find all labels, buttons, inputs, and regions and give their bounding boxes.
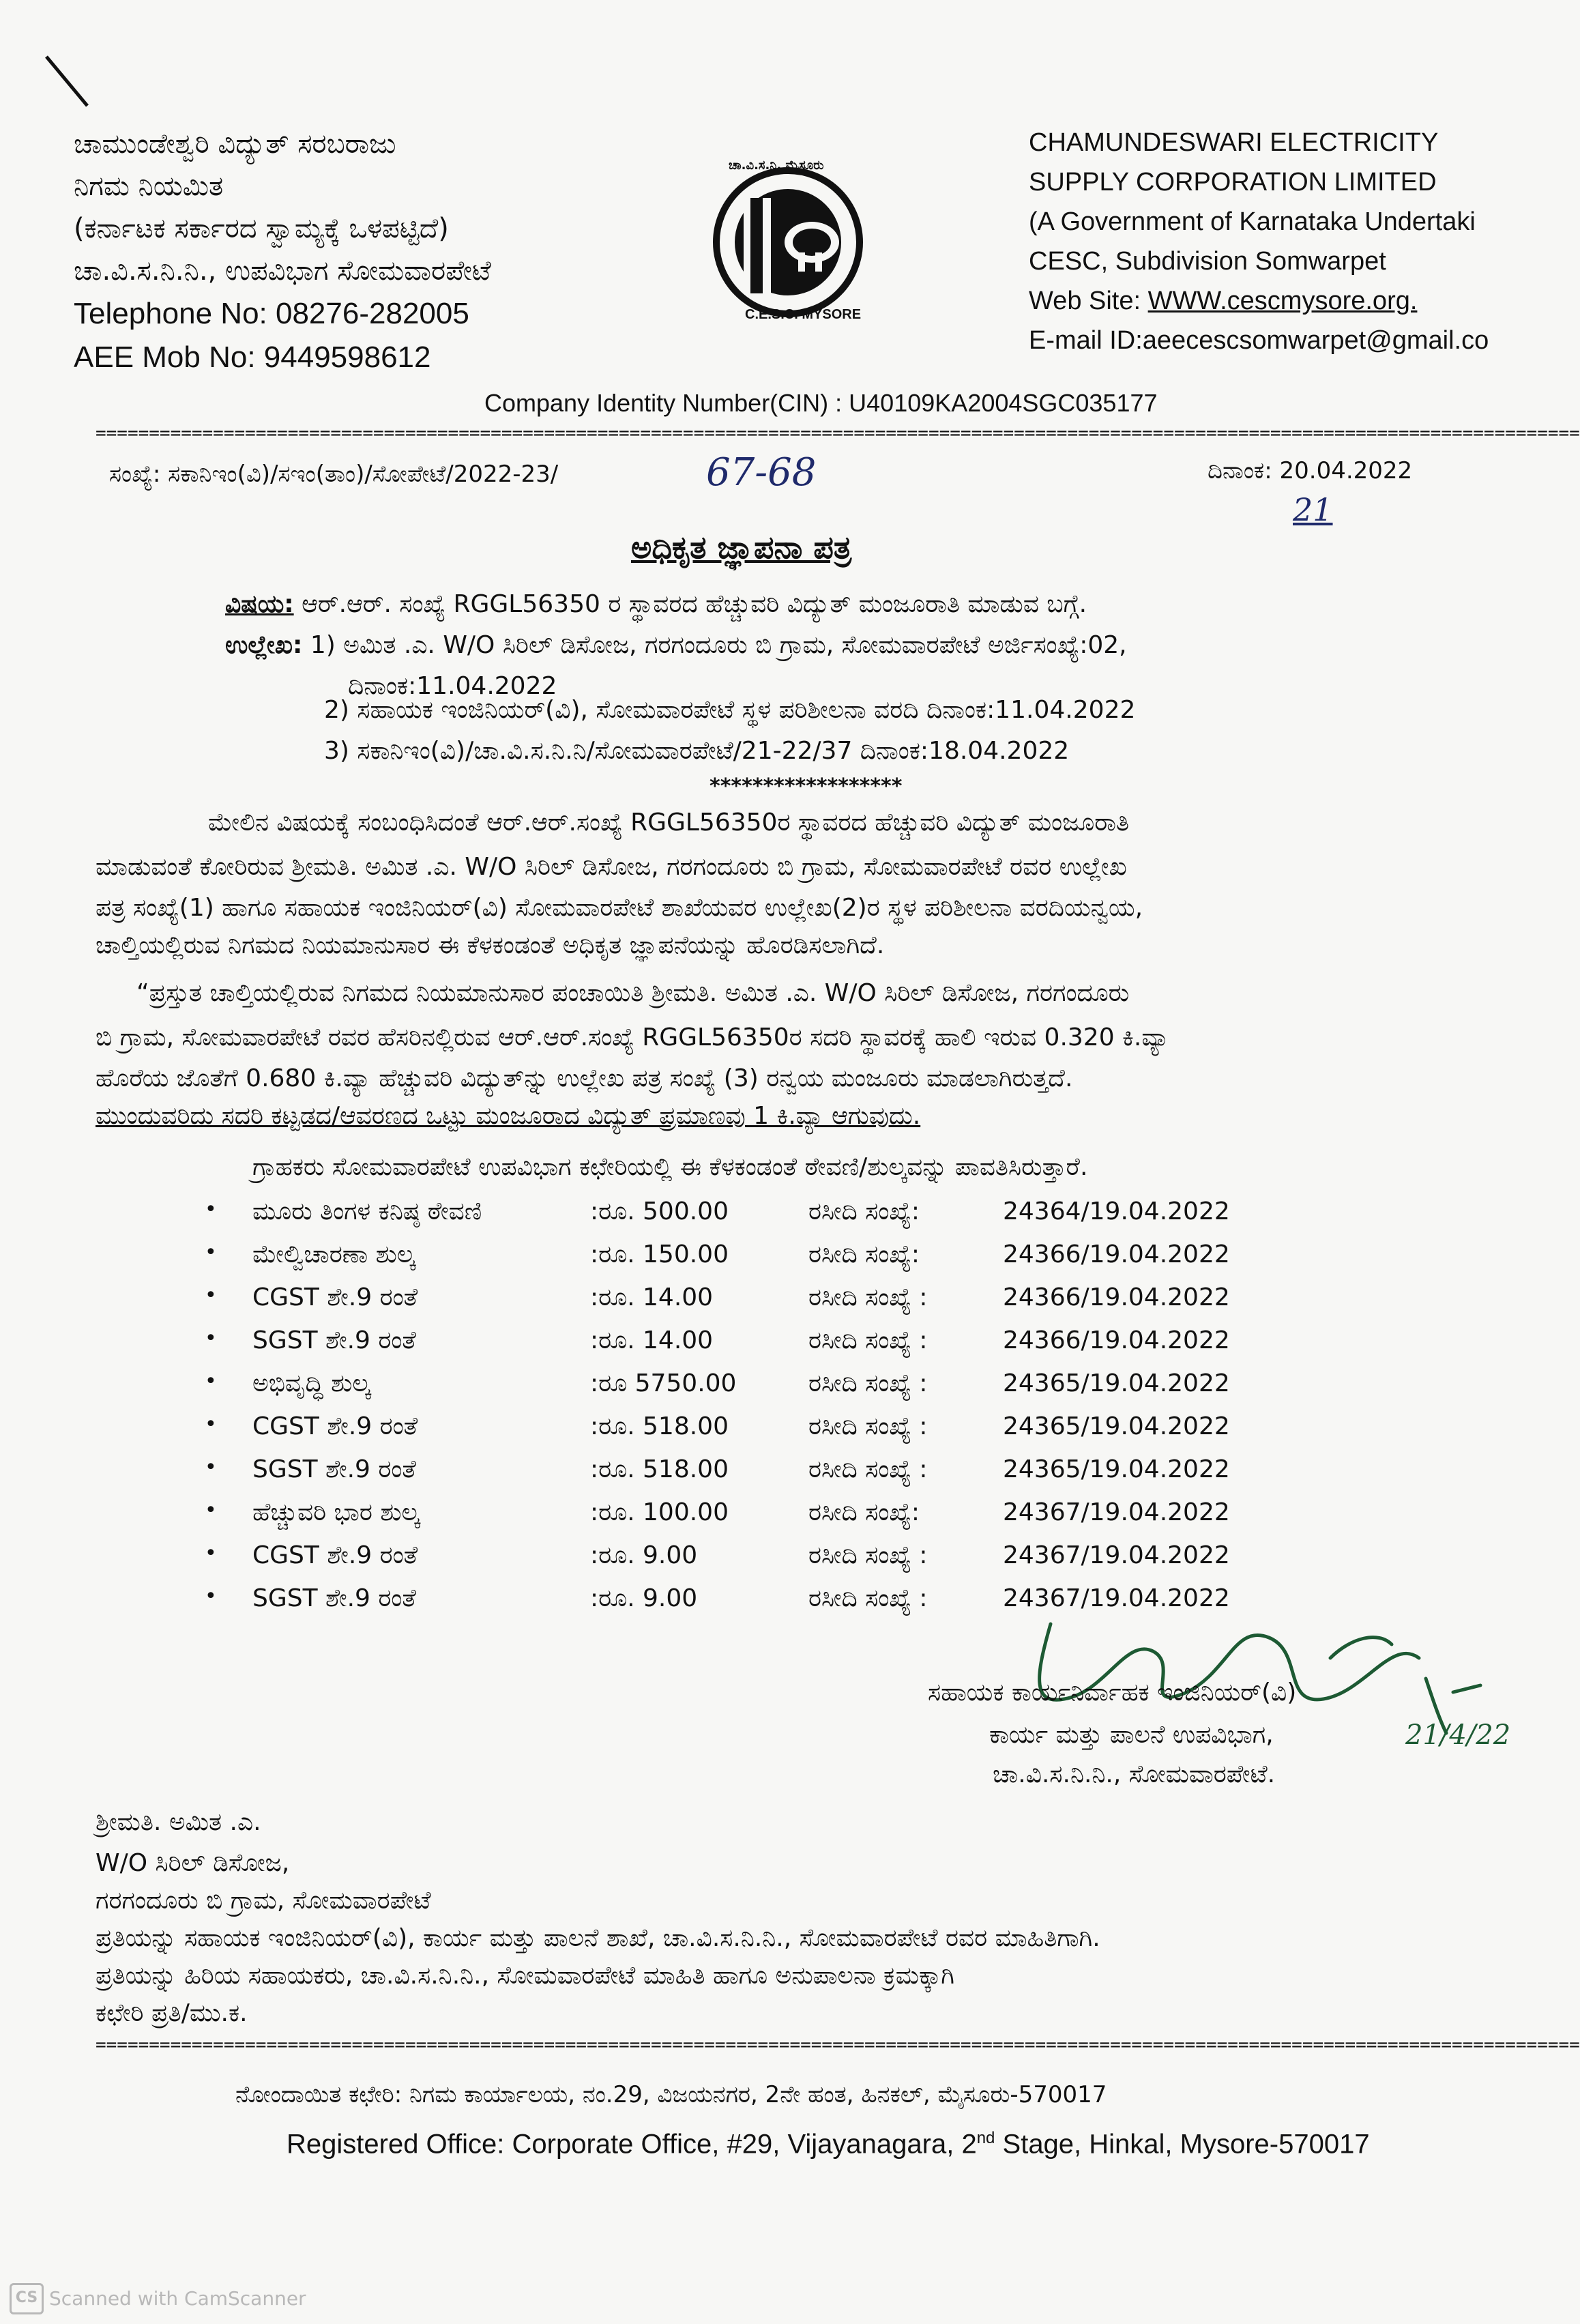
kn-subdivision: ಚಾ.ವಿ.ಸ.ನಿ.ನಿ., ಉಪವಿಭಾಗ ಸೋಮವಾರಪೇಟೆ bbox=[74, 255, 491, 287]
para2-line-4: ಮುಂದುವರಿದು ಸದರಿ ಕಟ್ಟಡದ/ಆವರಣದ ಒಟ್ಟು ಮಂಜೂರಾದ ವಿದ್ಯುತ್ ಪ್ರಮಾಣವು 1 ಕಿ.ವ್ಯಾ ಆಗುವುದು. bbox=[96, 1102, 921, 1130]
kn-company-name-2: ನಿಗಮ ನಿಯಮಿತ bbox=[74, 171, 224, 202]
bullet: • bbox=[205, 1326, 217, 1350]
signatory-line-3: ಚಾ.ವಿ.ಸ.ನಿ.ನಿ., ಸೋಮವಾರಪೇಟೆ. bbox=[993, 1760, 1276, 1788]
para1-line-2: ಮಾಡುವಂತೆ ಕೋರಿರುವ ಶ್ರೀಮತಿ. ಅಮಿತ .ಎ. W/O ಸಿರಿಲ್ ಡಿಸೋಜ, ಗರಗಂದೂರು ಬಿ ಗ್ರಾಮ, ಸೋಮವಾರಪೇಟೆ ರವರ ಉಲ್ಲೇಖ bbox=[96, 853, 1127, 881]
receipt-number: 24365/19.04.2022 bbox=[1003, 1412, 1230, 1440]
reference-3: 3) ಸಕಾನಿಇಂ(ವಿ)/ಚಾ.ವಿ.ಸ.ನಿ.ನಿ/ಸೋಮವಾರಪೇಟೆ/21-22/37 ದಿನಾಂಕ:18.04.2022 bbox=[324, 737, 1070, 765]
para1-line-1: ಮೇಲಿನ ವಿಷಯಕ್ಕೆ ಸಂಬಂಧಿಸಿದಂತೆ ಆರ್.ಆರ್.ಸಂಖ್ಯೆ RGGL56350ರ ಸ್ಥಾವರದ ಹೆಚ್ಚುವರಿ ವಿದ್ಯುತ್ ಮಂಜೂರಾತಿ bbox=[208, 809, 1130, 837]
fee-amount: :ರೂ. 500.00 bbox=[590, 1197, 729, 1225]
kn-company-name-1: ಚಾಮುಂಡೇಶ್ವರಿ ವಿದ್ಯುತ್ ಸರಬರಾಜು bbox=[74, 128, 396, 160]
copy-line-3: ಕಛೇರಿ ಪ್ರತಿ/ಮು.ಕ. bbox=[96, 1999, 248, 2027]
receipt-label: ರಸೀದಿ ಸಂಖ್ಯೆ: bbox=[808, 1498, 920, 1526]
letter-date: ದಿನಾಂಕ: 20.04.2022 bbox=[1208, 457, 1413, 484]
subject-text: ಆರ್.ಆರ್. ಸಂಖ್ಯೆ RGGL56350 ರ ಸ್ಥಾವರದ ಹೆಚ್ಚುವರಿ ವಿದ್ಯುತ್ ಮಂಜೂರಾತಿ ಮಾಡುವ ಬಗ್ಗೆ. bbox=[293, 590, 1087, 618]
reference-2: 2) ಸಹಾಯಕ ಇಂಜಿನಿಯರ್(ವಿ), ಸೋಮವಾರಪೇಟೆ ಸ್ಥಳ ಪರಿಶೀಲನಾ ವರದಿ ದಿನಾಂಕ:11.04.2022 bbox=[324, 696, 1136, 724]
ref-number-label: ಸಂಖ್ಯೆ: ಸಕಾನಿಇಂ(ವಿ)/ಸಇಂ(ತಾಂ)/ಸೋಪೇಟೆ/2022-23/ bbox=[109, 461, 559, 488]
scan-pen-mark bbox=[41, 51, 96, 113]
para2-line-1: “ಪ್ರಸ್ತುತ ಚಾಲ್ತಿಯಲ್ಲಿರುವ ನಿಗಮದ ನಿಯಮಾನುಸಾರ ಪಂಚಾಯಿತಿ ಶ್ರೀಮತಿ. ಅಮಿತ .ಎ. W/O ಸಿರಿಲ್ ಡಿಸೋಜ, ಗರಗಂದೂರು bbox=[136, 979, 1130, 1007]
telephone-number: Telephone No: 08276-282005 bbox=[74, 297, 469, 330]
footer-separator: =========================================================================================================================================== bbox=[96, 2035, 1580, 2055]
fee-name: ಮೇಲ್ವಿಚಾರಣಾ ಶುಲ್ಕ bbox=[252, 1240, 415, 1268]
signature-date: 21/4/22 bbox=[1405, 1719, 1511, 1751]
fee-amount: :ರೂ 5750.00 bbox=[590, 1369, 737, 1397]
reference-1-date: ದಿನಾಂಕ:11.04.2022 bbox=[348, 672, 557, 700]
en-company-name-1: CHAMUNDESWARI ELECTRICITY bbox=[1029, 128, 1439, 157]
fee-name: SGST ಶೇ.9 ರಂತೆ bbox=[252, 1326, 416, 1354]
fee-name: ಹೆಚ್ಚುವರಿ ಭಾರ ಶುಲ್ಕ bbox=[252, 1498, 420, 1526]
en-govt-undertaking: (A Government of Karnataka Undertaki bbox=[1029, 207, 1476, 236]
header-separator: =========================================================================================================================================== bbox=[96, 423, 1580, 444]
website-label: Web Site: bbox=[1029, 287, 1148, 315]
page-title: ಅಧಿಕೃತ ಜ್ಞಾಪನಾ ಪತ್ರ bbox=[631, 529, 852, 566]
bullet: • bbox=[205, 1369, 217, 1393]
fee-amount: :ರೂ. 150.00 bbox=[590, 1240, 729, 1268]
subject-label: ವಿಷಯ: bbox=[225, 590, 294, 618]
payment-intro: ಗ್ರಾಹಕರು ಸೋಮವಾರಪೇಟೆ ಉಪವಿಭಾಗ ಕಛೇರಿಯಲ್ಲಿ ಈ ಕೆಳಕಂಡಂತೆ ಠೇವಣಿ/ಶುಲ್ಕವನ್ನು ಪಾವತಿಸಿರುತ್ತಾರೆ. bbox=[252, 1153, 1088, 1181]
aee-mobile-number: AEE Mob No: 9449598612 bbox=[74, 340, 431, 374]
footer-en-office-sup: nd bbox=[976, 2129, 995, 2147]
website-link[interactable]: WWW.cescmysore.org. bbox=[1147, 287, 1418, 315]
para1-line-3: ಪತ್ರ ಸಂಖ್ಯೆ(1) ಹಾಗೂ ಸಹಾಯಕ ಇಂಜಿನಿಯರ್(ವಿ) ಸೋಮವಾರಪೇಟೆ ಶಾಖೆಯವರ ಉಲ್ಲೇಖ(2)ರ ಸ್ಥಳ ಪರಿಶೀಲನಾ ವರದಿಯನ್ವಯ, bbox=[96, 894, 1143, 922]
fee-amount: :ರೂ. 14.00 bbox=[590, 1326, 714, 1354]
bullet: • bbox=[205, 1584, 217, 1608]
receipt-number: 24367/19.04.2022 bbox=[1003, 1541, 1230, 1569]
recipient-line-1: ಶ್ರೀಮತಿ. ಅಮಿತ .ಎ. bbox=[96, 1808, 261, 1836]
receipt-number: 24365/19.04.2022 bbox=[1003, 1369, 1230, 1397]
receipt-label: ರಸೀದಿ ಸಂಖ್ಯೆ : bbox=[808, 1369, 928, 1397]
para1-line-4: ಚಾಲ್ತಿಯಲ್ಲಿರುವ ನಿಗಮದ ನಿಯಮಾನುಸಾರ ಈ ಕೆಳಕಂಡಂತೆ ಅಧಿಕೃತ ಜ್ಞಾಪನೆಯನ್ನು ಹೊರಡಿಸಲಾಗಿದೆ. bbox=[96, 931, 885, 959]
bullet: • bbox=[205, 1455, 217, 1479]
header-right bbox=[1029, 123, 1506, 360]
website-line bbox=[1029, 281, 1506, 321]
copy-line-2: ಪ್ರತಿಯನ್ನು ಹಿರಿಯ ಸಹಾಯಕರು, ಚಾ.ವಿ.ಸ.ನಿ.ನಿ., ಸೋಮವಾರಪೇಟೆ ಮಾಹಿತಿ ಹಾಗೂ ಅನುಪಾಲನಾ ಕ್ರಮಕ್ಕಾಗಿ bbox=[96, 1962, 954, 1990]
fee-name: SGST ಶೇ.9 ರಂತೆ bbox=[252, 1584, 416, 1612]
receipt-label: ರಸೀದಿ ಸಂಖ್ಯೆ : bbox=[808, 1412, 928, 1440]
fee-name: SGST ಶೇ.9 ರಂತೆ bbox=[252, 1455, 416, 1483]
fee-name: CGST ಶೇ.9 ರಂತೆ bbox=[252, 1283, 418, 1311]
fee-name: ಅಭಿವೃದ್ಧಿ ಶುಲ್ಕ bbox=[252, 1369, 371, 1397]
recipient-line-3: ಗರಗಂದೂರು ಬಿ ಗ್ರಾಮ, ಸೋಮವಾರಪೇಟೆ bbox=[96, 1887, 431, 1915]
reference-1-text: 1) ಅಮಿತ .ಎ. W/O ಸಿರಿಲ್ ಡಿಸೋಜ, ಗರಗಂದೂರು ಬಿ ಗ್ರಾಮ, ಸೋಮವಾರಪೇಟೆ ಅರ್ಜಿಸಂಖ್ಯೆ:02, bbox=[302, 631, 1127, 659]
receipt-number: 24364/19.04.2022 bbox=[1003, 1197, 1230, 1225]
fee-amount: :ರೂ. 518.00 bbox=[590, 1412, 729, 1440]
fee-amount: :ರೂ. 14.00 bbox=[590, 1283, 714, 1311]
signatory-line-1: ಸಹಾಯಕ ಕಾರ್ಯನಿರ್ವಾಹಕ ಇಂಜಿನಿಯರ್(ವಿ) bbox=[928, 1679, 1297, 1706]
footer-en-office-b: Stage, Hinkal, Mysore-570017 bbox=[995, 2129, 1370, 2160]
receipt-number: 24366/19.04.2022 bbox=[1003, 1283, 1230, 1311]
recipient-line-2: W/O ಸಿರಿಲ್ ಡಿಸೋಜ, bbox=[96, 1849, 290, 1877]
receipt-number: 24367/19.04.2022 bbox=[1003, 1498, 1230, 1526]
logo-text-top: ಚಾ.ವಿ.ಸ.ನಿ. ಮೈಸೂರು bbox=[729, 158, 824, 173]
signatory-line-2: ಕಾರ್ಯ ಮತ್ತು ಪಾಲನೆ ಉಪವಿಭಾಗ, bbox=[989, 1721, 1274, 1749]
receipt-label: ರಸೀದಿ ಸಂಖ್ಯೆ: bbox=[808, 1197, 920, 1225]
receipt-label: ರಸೀದಿ ಸಂಖ್ಯೆ: bbox=[808, 1240, 920, 1268]
footer-en-office bbox=[287, 2129, 1370, 2160]
footer-en-office-a: Registered Office: Corporate Office, #29, Vijayanagara, 2 bbox=[287, 2129, 977, 2160]
receipt-number: 24365/19.04.2022 bbox=[1003, 1455, 1230, 1483]
bullet: • bbox=[205, 1412, 217, 1436]
bullet: • bbox=[205, 1541, 217, 1565]
receipt-label: ರಸೀದಿ ಸಂಖ್ಯೆ : bbox=[808, 1455, 928, 1483]
camscanner-logo: CS bbox=[10, 2283, 44, 2314]
fee-name: ಮೂರು ತಿಂಗಳ ಕನಿಷ್ಠ ಠೇವಣಿ bbox=[252, 1197, 482, 1225]
header-left bbox=[74, 123, 491, 379]
receipt-label: ರಸೀದಿ ಸಂಖ್ಯೆ : bbox=[808, 1283, 928, 1311]
receipt-number: 24366/19.04.2022 bbox=[1003, 1326, 1230, 1354]
logo-text-bottom: C.E.S.C. MYSORE bbox=[745, 307, 862, 322]
bullet: • bbox=[205, 1283, 217, 1307]
date-handwritten: 21 bbox=[1293, 491, 1333, 528]
email-line[interactable]: E-mail ID:aeecescsomwarpet@gmail.co bbox=[1029, 326, 1489, 355]
bullet: • bbox=[205, 1197, 217, 1221]
receipt-number: 24367/19.04.2022 bbox=[1003, 1584, 1230, 1612]
receipt-label: ರಸೀದಿ ಸಂಖ್ಯೆ : bbox=[808, 1584, 928, 1612]
receipt-label: ರಸೀದಿ ಸಂಖ್ಯೆ : bbox=[808, 1541, 928, 1569]
bullet: • bbox=[205, 1240, 217, 1264]
fee-amount: :ರೂ. 9.00 bbox=[590, 1541, 698, 1569]
bullet: • bbox=[205, 1498, 217, 1522]
ref-number-handwritten: 67-68 bbox=[706, 450, 817, 495]
reference-1 bbox=[225, 631, 1127, 660]
company-cin: Company Identity Number(CIN) : U40109KA2004SGC035177 bbox=[484, 389, 1158, 417]
references-label: ಉಲ್ಲೇಖ: bbox=[225, 631, 303, 659]
camscanner-text: Scanned with CamScanner bbox=[49, 2287, 306, 2310]
para2-line-3: ಹೊರೆಯ ಜೊತೆಗೆ 0.680 ಕಿ.ವ್ಯಾ ಹೆಚ್ಚುವರಿ ವಿದ್ಯುತ್‌ನ್ನು ಉಲ್ಲೇಖ ಪತ್ರ ಸಂಖ್ಯೆ (3) ರನ್ವಯ ಮಂಜೂರು ಮಾಡಲಾಗಿರುತ್ತದೆ. bbox=[96, 1064, 1073, 1092]
fee-amount: :ರೂ. 100.00 bbox=[590, 1498, 729, 1526]
footer-kn-office: ನೋಂದಾಯಿತ ಕಛೇರಿ: ನಿಗಮ ಕಾರ್ಯಾಲಯ, ನಂ.29, ವಿಜಯನಗರ, 2ನೇ ಹಂತ, ಹಿನಕಲ್, ಮೈಸೂರು-570017 bbox=[235, 2081, 1107, 2108]
subject-line bbox=[225, 590, 1087, 619]
fee-name: CGST ಶೇ.9 ರಂತೆ bbox=[252, 1541, 418, 1569]
receipt-label: ರಸೀದಿ ಸಂಖ್ಯೆ : bbox=[808, 1326, 928, 1354]
en-subdivision: CESC, Subdivision Somwarpet bbox=[1029, 247, 1386, 276]
cesc-logo bbox=[703, 157, 873, 328]
copy-line-1: ಪ್ರತಿಯನ್ನು ಸಹಾಯಕ ಇಂಜಿನಿಯರ್(ವಿ), ಕಾರ್ಯ ಮತ್ತು ಪಾಲನೆ ಶಾಖೆ, ಚಾ.ವಿ.ಸ.ನಿ.ನಿ., ಸೋಮವಾರಪೇಟೆ ರವರ ಮಾಹಿತಿಗಾಗಿ. bbox=[96, 1924, 1100, 1952]
receipt-number: 24366/19.04.2022 bbox=[1003, 1240, 1230, 1268]
stars-separator: ****************** bbox=[709, 774, 903, 798]
fee-name: CGST ಶೇ.9 ರಂತೆ bbox=[252, 1412, 418, 1440]
para2-line-2: ಬಿ ಗ್ರಾಮ, ಸೋಮವಾರಪೇಟೆ ರವರ ಹೆಸರಿನಲ್ಲಿರುವ ಆರ್.ಆರ್.ಸಂಖ್ಯೆ RGGL56350ರ ಸದರಿ ಸ್ಥಾವರಕ್ಕೆ ಹಾಲಿ ಇರುವ 0.320 ಕಿ.ವ್ಯಾ bbox=[96, 1023, 1170, 1051]
en-company-name-2: SUPPLY CORPORATION LIMITED bbox=[1029, 168, 1437, 197]
kn-govt-undertaking: (ಕರ್ನಾಟಕ ಸರ್ಕಾರದ ಸ್ವಾಮ್ಯಕ್ಕೆ ಒಳಪಟ್ಟಿದೆ) bbox=[74, 213, 449, 244]
fee-amount: :ರೂ. 518.00 bbox=[590, 1455, 729, 1483]
fee-amount: :ರೂ. 9.00 bbox=[590, 1584, 698, 1612]
